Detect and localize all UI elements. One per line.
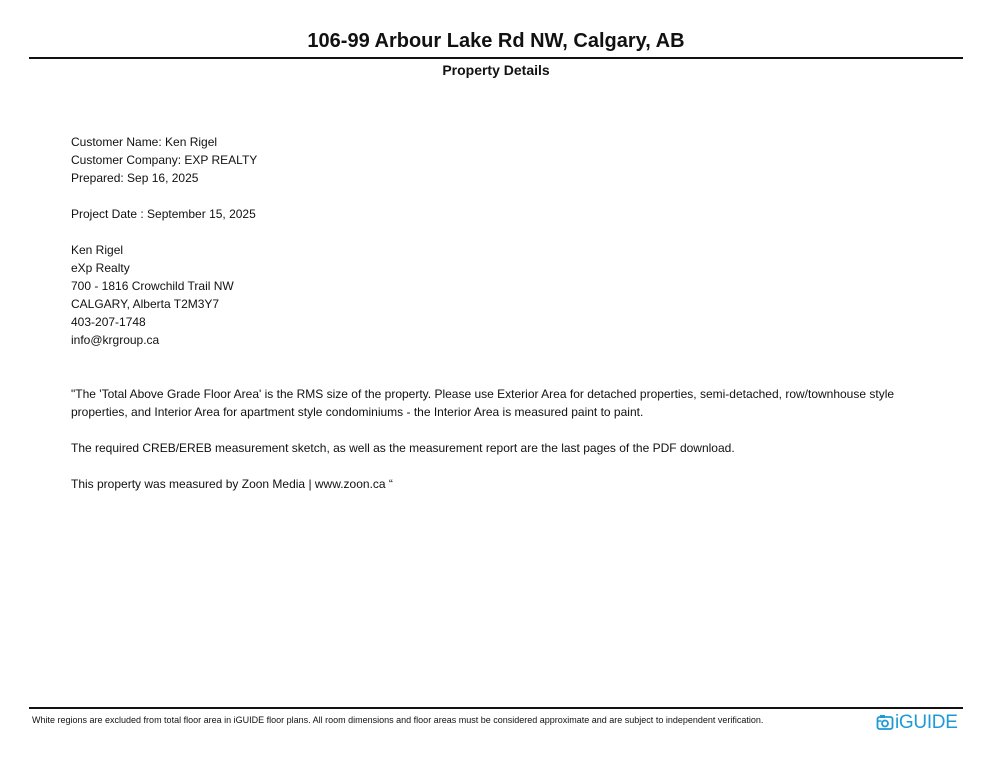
customer-name: Customer Name: Ken Rigel bbox=[71, 135, 218, 149]
contact-address-line1: 700 - 1816 Crowchild Trail NW bbox=[71, 279, 234, 293]
camera-icon bbox=[876, 714, 894, 732]
project-date: Project Date : September 15, 2025 bbox=[71, 207, 256, 221]
note-measurement-sketch: The required CREB/EREB measurement sketch, as well as the measurement report are the last pages of the PDF download. bbox=[71, 441, 735, 455]
page-subtitle: Property Details bbox=[442, 62, 550, 78]
contact-phone: 403-207-1748 bbox=[71, 315, 146, 329]
iguide-logo bbox=[876, 712, 958, 734]
iguide-logo-text: iGUIDE bbox=[895, 712, 958, 733]
contact-company: eXp Realty bbox=[71, 261, 130, 275]
customer-company: Customer Company: EXP REALTY bbox=[71, 153, 258, 167]
prepared-date: Prepared: Sep 16, 2025 bbox=[71, 171, 199, 185]
page-title: 106-99 Arbour Lake Rd NW, Calgary, AB bbox=[307, 30, 685, 52]
footer-divider bbox=[29, 707, 963, 709]
note-floor-area: "The 'Total Above Grade Floor Area' is the RMS size of the property. Please use Exterior Area for detached properties, semi-detached, row/townhouse style properties, and Interior Area for apartment style condominiums - the Interior Area is measured paint to paint. bbox=[71, 387, 895, 419]
note-measured-by: This property was measured by Zoon Media | www.zoon.ca “ bbox=[71, 477, 393, 491]
contact-name: Ken Rigel bbox=[71, 243, 124, 257]
header-divider bbox=[29, 57, 963, 59]
contact-address-line2: CALGARY, Alberta T2M3Y7 bbox=[71, 297, 220, 311]
contact-email: info@krgroup.ca bbox=[71, 333, 160, 347]
footer-disclaimer: White regions are excluded from total floor area in iGUIDE floor plans. All room dimensions and floor areas must be considered approximate and are subject to independent verification. bbox=[32, 715, 764, 725]
property-details-content bbox=[71, 133, 921, 493]
